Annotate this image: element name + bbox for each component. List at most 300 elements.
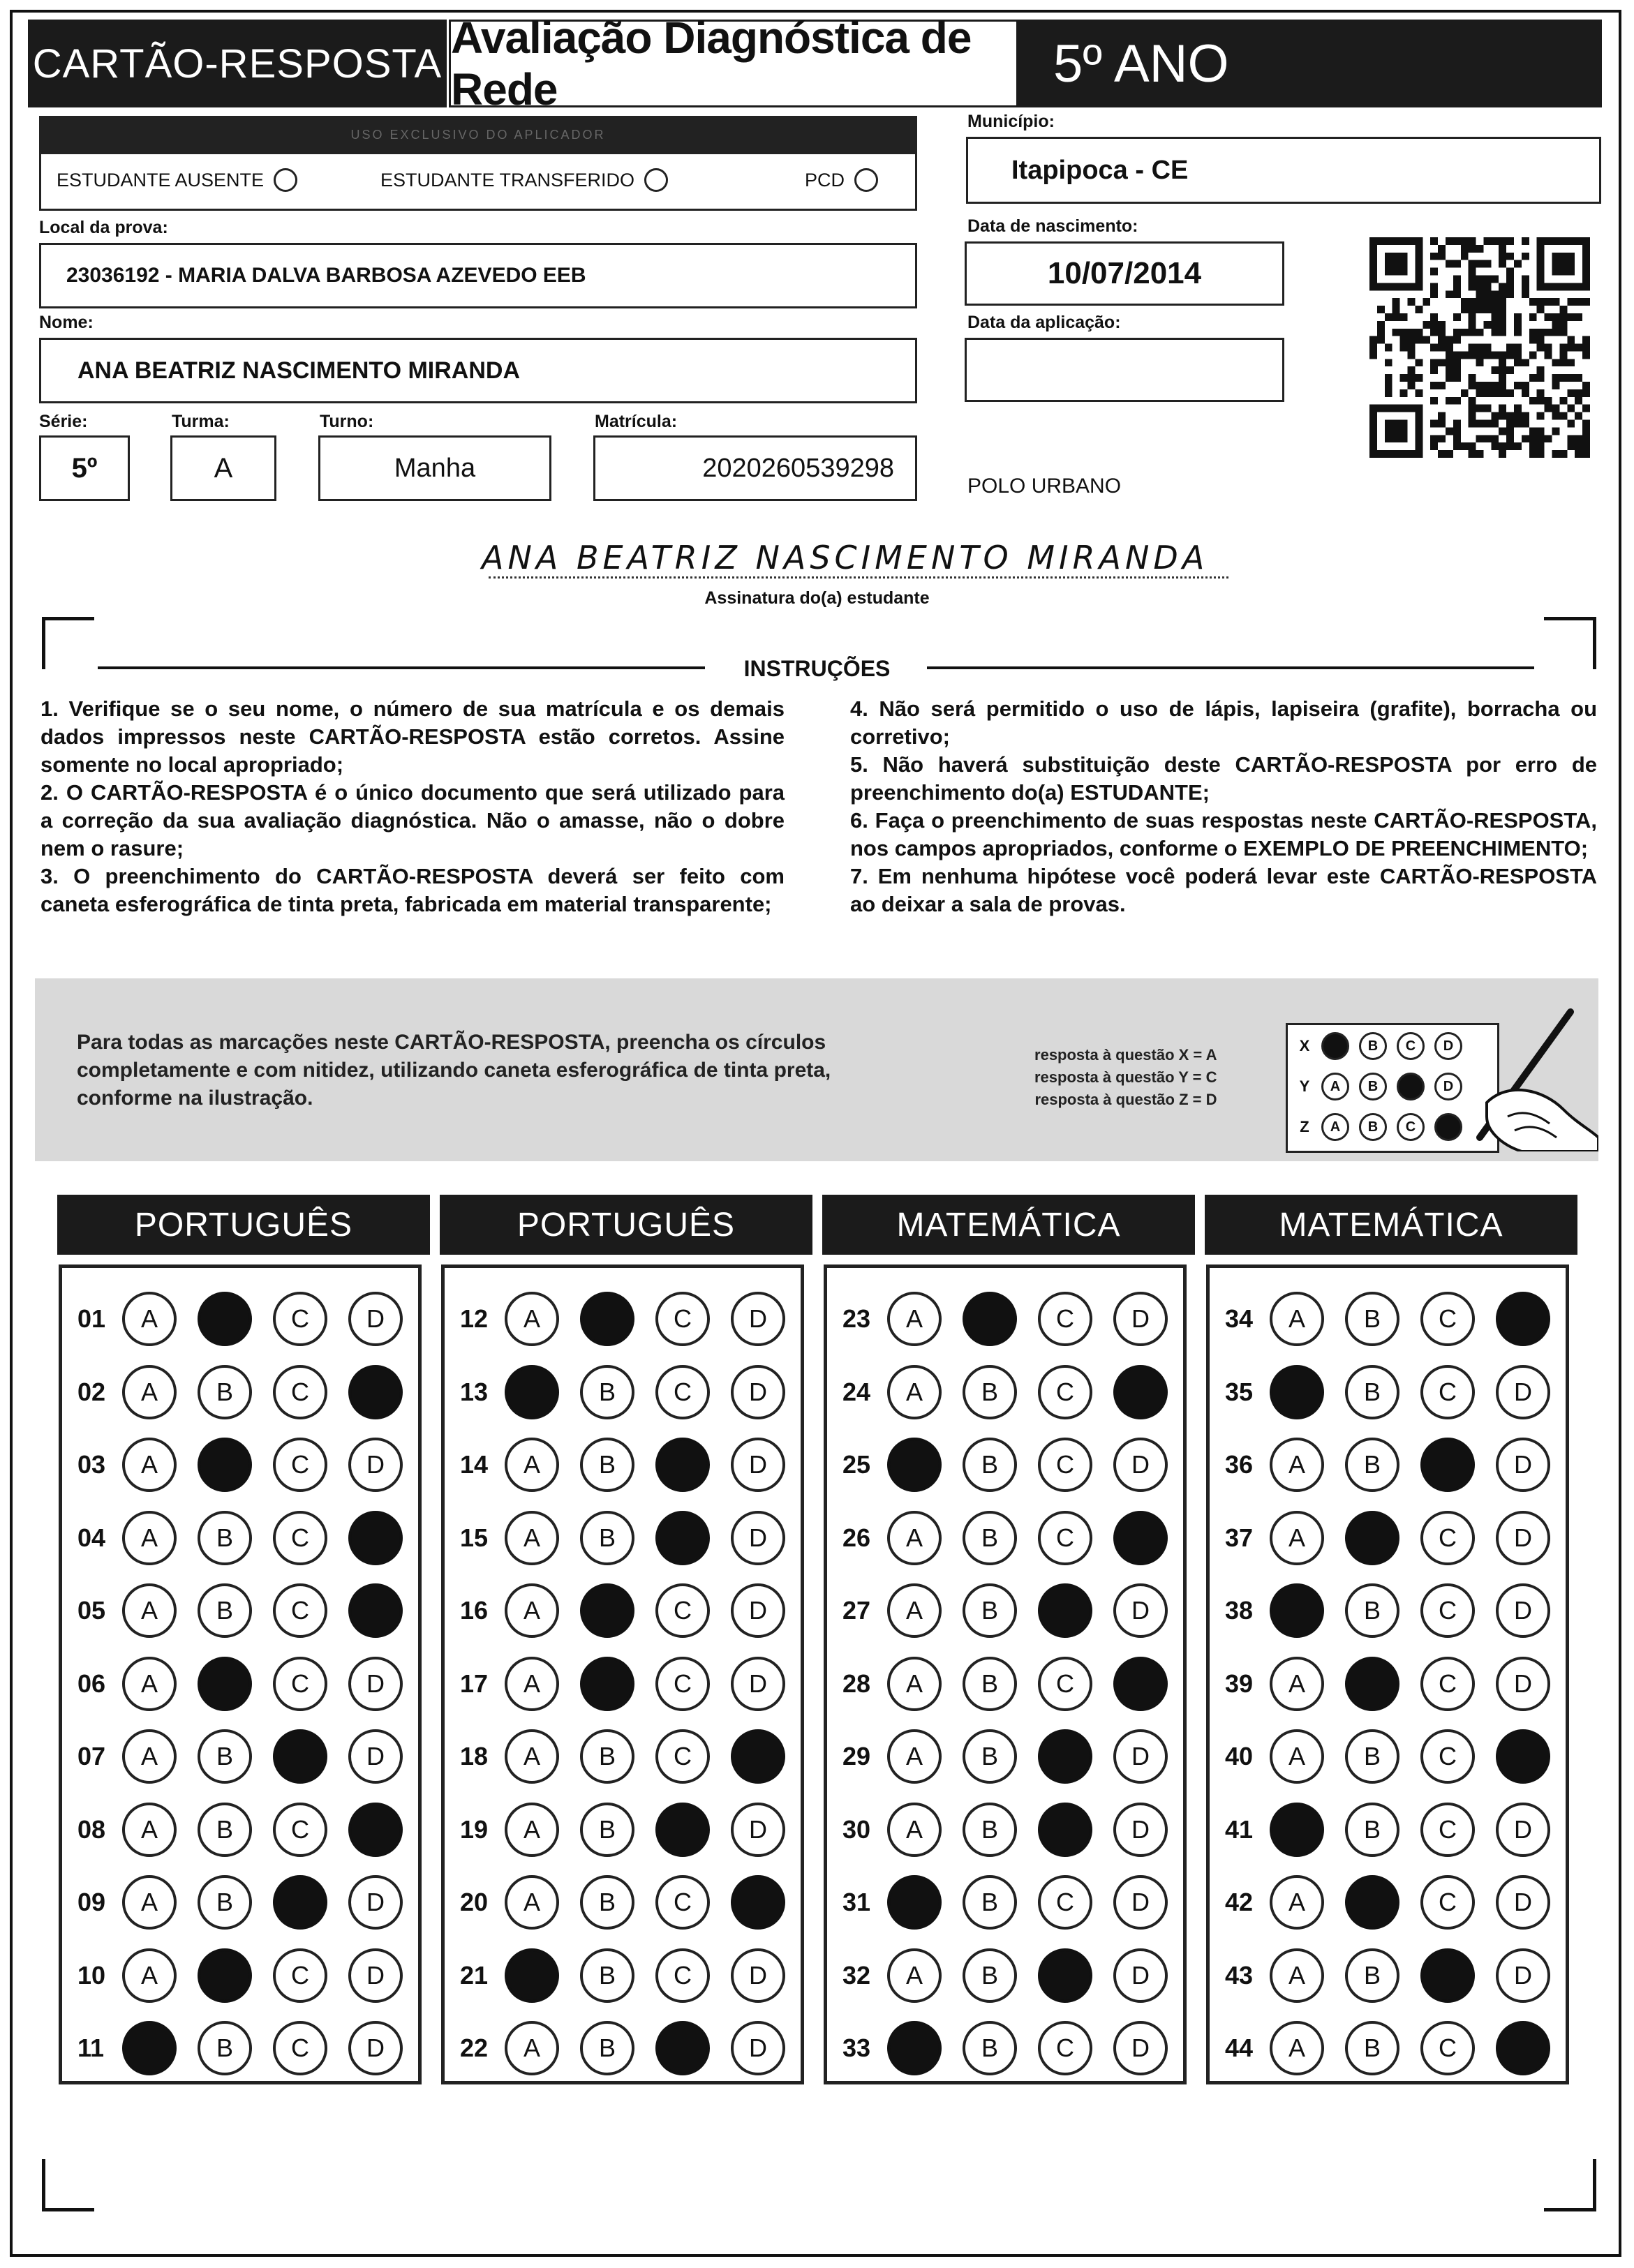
question-number: 12 xyxy=(460,1304,489,1333)
answer-bubble-c[interactable]: C xyxy=(1420,1511,1475,1565)
answer-bubble-d[interactable]: D xyxy=(1496,1948,1550,2003)
answer-bubble-b[interactable]: B xyxy=(1345,1292,1399,1346)
answer-bubble-d[interactable] xyxy=(348,1583,403,1638)
question-row xyxy=(77,1579,424,1642)
answer-bubble-a[interactable] xyxy=(1270,1583,1324,1638)
answer-bubble-d[interactable] xyxy=(1113,1365,1168,1419)
question-number: 27 xyxy=(842,1596,871,1625)
transferred-label: ESTUDANTE TRANSFERIDO xyxy=(380,169,635,191)
question-row xyxy=(460,1944,806,2007)
question-row xyxy=(1225,1652,1571,1715)
answer-bubble-a[interactable]: A xyxy=(887,1803,942,1857)
question-number: 26 xyxy=(842,1523,871,1552)
answer-bubble-b[interactable]: B xyxy=(580,1803,634,1857)
answer-bubble-d[interactable]: D xyxy=(1496,1365,1550,1419)
answer-bubble-a[interactable]: A xyxy=(887,1511,942,1565)
question-number: 42 xyxy=(1225,1888,1254,1916)
corner-mark-bottom-left xyxy=(42,2159,94,2211)
question-number: 24 xyxy=(842,1377,871,1406)
answer-bubble-a[interactable]: A xyxy=(505,1292,559,1346)
instruction-3: 3. O preenchimento do CARTÃO-RESPOSTA deverá ser feito com caneta esferográfica de tinta preta, fabricada em material transparente; xyxy=(40,864,785,916)
answer-bubble-c[interactable] xyxy=(655,1803,710,1857)
answer-bubble-c[interactable]: C xyxy=(655,1729,710,1784)
answer-bubble-d[interactable]: D xyxy=(1496,1803,1550,1857)
answer-bubble-a[interactable]: A xyxy=(122,1365,177,1419)
instruction-5: 5. Não haverá substituição deste CARTÃO-RESPOSTA por erro de preenchimento do(a) ESTUDANTE; xyxy=(850,752,1597,805)
answer-bubble-b[interactable] xyxy=(580,1657,634,1711)
question-row xyxy=(842,1361,1189,1424)
aplicacao-field[interactable] xyxy=(965,338,1284,402)
aplicacao-label: Data da aplicação: xyxy=(967,313,1121,332)
answer-bubble-c[interactable]: C xyxy=(273,1511,327,1565)
question-row xyxy=(77,1507,424,1569)
question-number: 16 xyxy=(460,1596,489,1625)
question-row xyxy=(77,1944,424,2007)
answer-bubble-b[interactable]: B xyxy=(580,1729,634,1784)
answer-bubble-d[interactable]: D xyxy=(731,1803,785,1857)
legend-z: resposta à questão Z = D xyxy=(1034,1091,1217,1108)
answer-bubble-a[interactable] xyxy=(505,1948,559,2003)
answer-bubble-a[interactable] xyxy=(887,1875,942,1930)
answer-bubble-c[interactable] xyxy=(655,1438,710,1492)
answer-bubble-b[interactable]: B xyxy=(1345,1438,1399,1492)
answer-bubble-a[interactable]: A xyxy=(1270,1511,1324,1565)
answer-bubble-c[interactable]: C xyxy=(1420,2021,1475,2075)
answer-bubble-d[interactable]: D xyxy=(731,1365,785,1419)
question-row xyxy=(460,1798,806,1861)
answer-bubble-b[interactable]: B xyxy=(963,1875,1017,1930)
answer-bubble-c[interactable]: C xyxy=(1038,1875,1092,1930)
answer-bubble-a[interactable]: A xyxy=(1270,1438,1324,1492)
applicator-status-box xyxy=(39,152,917,211)
transferred-radio[interactable] xyxy=(644,168,668,192)
answer-bubble-b[interactable] xyxy=(1345,1511,1399,1565)
answer-bubble-d[interactable]: D xyxy=(348,1948,403,2003)
legend-y: resposta à questão Y = C xyxy=(1034,1068,1217,1086)
answer-bubble-b[interactable] xyxy=(580,1583,634,1638)
answer-bubble-a[interactable] xyxy=(122,2021,177,2075)
answer-bubble-a[interactable]: A xyxy=(122,1803,177,1857)
answer-bubble-d[interactable]: D xyxy=(348,1875,403,1930)
answer-bubble-d[interactable] xyxy=(1113,1511,1168,1565)
turno-field xyxy=(318,435,551,501)
example-bubble-b: B xyxy=(1359,1073,1387,1101)
example-bubble-a: A xyxy=(1321,1113,1349,1141)
answer-bubble-a[interactable]: A xyxy=(1270,1948,1324,2003)
question-row xyxy=(1225,1871,1571,1934)
instruction-7: 7. Em nenhuma hipótese você poderá levar este CARTÃO-RESPOSTA ao deixar a sala de provas. xyxy=(850,864,1597,916)
serie-field xyxy=(39,435,130,501)
question-row xyxy=(77,1361,424,1424)
section-header-1: PORTUGUÊS xyxy=(57,1195,430,1255)
answer-bubble-c[interactable] xyxy=(1038,1583,1092,1638)
answer-bubble-c[interactable] xyxy=(1038,1948,1092,2003)
answer-bubble-c[interactable] xyxy=(1420,1948,1475,2003)
answer-bubble-b[interactable] xyxy=(1345,1875,1399,1930)
local-field xyxy=(39,243,917,308)
answer-bubble-d[interactable]: D xyxy=(1496,1657,1550,1711)
answer-bubble-b[interactable]: B xyxy=(963,1948,1017,2003)
signature-label: Assinatura do(a) estudante xyxy=(704,588,930,608)
example-bubble-a xyxy=(1321,1032,1349,1060)
answer-bubble-d[interactable]: D xyxy=(348,2021,403,2075)
answer-bubble-a[interactable]: A xyxy=(887,1657,942,1711)
answer-bubble-d[interactable]: D xyxy=(1113,1729,1168,1784)
answer-bubble-b[interactable] xyxy=(198,1292,252,1346)
answer-bubble-a[interactable]: A xyxy=(505,1729,559,1784)
answer-bubble-d[interactable]: D xyxy=(1496,1438,1550,1492)
answer-bubble-c[interactable]: C xyxy=(1038,1438,1092,1492)
answer-bubble-c[interactable]: C xyxy=(273,1803,327,1857)
answer-bubble-d[interactable]: D xyxy=(731,1583,785,1638)
applicator-bar: USO EXCLUSIVO DO APLICADOR xyxy=(39,116,917,154)
pcd-label: PCD xyxy=(805,169,845,191)
answer-bubble-d[interactable]: D xyxy=(731,1948,785,2003)
question-number: 25 xyxy=(842,1450,871,1479)
answer-bubble-a[interactable] xyxy=(1270,1365,1324,1419)
nome-label: Nome: xyxy=(39,313,94,332)
question-row xyxy=(1225,1361,1571,1424)
answer-bubble-d[interactable]: D xyxy=(348,1292,403,1346)
answer-bubble-c[interactable]: C xyxy=(655,1583,710,1638)
question-number: 09 xyxy=(77,1888,106,1916)
answer-bubble-a[interactable]: A xyxy=(122,1657,177,1711)
question-number: 08 xyxy=(77,1814,106,1844)
answer-bubble-b[interactable] xyxy=(963,1292,1017,1346)
transferred-option[interactable] xyxy=(380,168,668,192)
question-number: 40 xyxy=(1225,1742,1254,1770)
answer-bubble-b[interactable]: B xyxy=(963,1583,1017,1638)
answer-bubble-b[interactable]: B xyxy=(580,1875,634,1930)
answer-bubble-b[interactable]: B xyxy=(198,1729,252,1784)
question-row xyxy=(842,1507,1189,1569)
answer-bubble-a[interactable]: A xyxy=(887,1948,942,2003)
answer-bubble-b[interactable]: B xyxy=(580,1365,634,1419)
answer-bubble-c[interactable]: C xyxy=(655,1365,710,1419)
question-row xyxy=(460,1288,806,1350)
student-signature: ANA BEATRIZ NASCIMENTO MIRANDA xyxy=(482,539,1209,576)
answer-bubble-b[interactable]: B xyxy=(963,1803,1017,1857)
answer-bubble-a[interactable]: A xyxy=(887,1365,942,1419)
answer-bubble-d[interactable] xyxy=(348,1803,403,1857)
answer-section-2 xyxy=(441,1264,804,2084)
municipio-field xyxy=(966,137,1601,204)
question-number: 31 xyxy=(842,1888,871,1916)
answer-bubble-c[interactable]: C xyxy=(1420,1365,1475,1419)
example-bubble-c: C xyxy=(1397,1113,1425,1141)
hand-with-pen-icon xyxy=(1466,998,1598,1151)
answer-bubble-b[interactable]: B xyxy=(963,1729,1017,1784)
answer-bubble-d[interactable]: D xyxy=(731,1438,785,1492)
answer-bubble-d[interactable] xyxy=(348,1365,403,1419)
question-row xyxy=(77,1433,424,1496)
matricula-value: 2020260539298 xyxy=(702,453,894,483)
answer-bubble-b[interactable]: B xyxy=(963,1511,1017,1565)
answer-bubble-c[interactable]: C xyxy=(273,1292,327,1346)
question-number: 43 xyxy=(1225,1960,1254,1990)
question-number: 21 xyxy=(460,1960,489,1990)
answer-bubble-b[interactable]: B xyxy=(580,1438,634,1492)
question-row xyxy=(842,2017,1189,2080)
question-row xyxy=(77,2017,424,2080)
answer-bubble-b[interactable]: B xyxy=(1345,1948,1399,2003)
answer-bubble-b[interactable]: B xyxy=(963,2021,1017,2075)
answer-bubble-c[interactable]: C xyxy=(273,1948,327,2003)
answer-bubble-d[interactable]: D xyxy=(731,2021,785,2075)
nascimento-value: 10/07/2014 xyxy=(1047,256,1202,290)
question-number: 10 xyxy=(77,1960,106,1990)
question-number: 44 xyxy=(1225,2034,1254,2062)
answer-bubble-c[interactable] xyxy=(273,1875,327,1930)
section-header-4: MATEMÁTICA xyxy=(1205,1195,1577,1255)
answer-bubble-c[interactable]: C xyxy=(1420,1875,1475,1930)
answer-bubble-c[interactable]: C xyxy=(1420,1583,1475,1638)
answer-bubble-c[interactable] xyxy=(1038,1729,1092,1784)
answer-bubble-c[interactable] xyxy=(1038,1803,1092,1857)
answer-bubble-c[interactable]: C xyxy=(1038,1292,1092,1346)
answer-bubble-b[interactable]: B xyxy=(1345,1729,1399,1784)
absent-radio[interactable] xyxy=(274,168,297,192)
answer-bubble-d[interactable] xyxy=(1496,1729,1550,1784)
question-number: 18 xyxy=(460,1742,489,1770)
answer-bubble-d[interactable]: D xyxy=(1113,1803,1168,1857)
answer-bubble-a[interactable]: A xyxy=(122,1438,177,1492)
question-number: 15 xyxy=(460,1523,489,1552)
answer-bubble-d[interactable] xyxy=(1496,1292,1550,1346)
answer-bubble-a[interactable]: A xyxy=(1270,2021,1324,2075)
question-row xyxy=(842,1288,1189,1350)
answer-bubble-c[interactable]: C xyxy=(1038,1511,1092,1565)
answer-bubble-a[interactable]: A xyxy=(505,1875,559,1930)
answer-bubble-d[interactable]: D xyxy=(348,1438,403,1492)
answer-bubble-b[interactable]: B xyxy=(1345,1365,1399,1419)
answer-bubble-b[interactable] xyxy=(198,1948,252,2003)
answer-bubble-a[interactable]: A xyxy=(505,2021,559,2075)
answer-bubble-b[interactable] xyxy=(198,1657,252,1711)
answer-bubble-d[interactable] xyxy=(348,1511,403,1565)
example-bubble-d: D xyxy=(1434,1073,1462,1101)
answer-bubble-d[interactable]: D xyxy=(731,1657,785,1711)
question-number: 41 xyxy=(1225,1814,1254,1844)
question-row xyxy=(460,1361,806,1424)
answer-bubble-c[interactable]: C xyxy=(655,1292,710,1346)
turma-label: Turma: xyxy=(172,412,230,431)
answer-bubble-b[interactable]: B xyxy=(580,1948,634,2003)
legend-x: resposta à questão X = A xyxy=(1034,1046,1217,1064)
answer-bubble-d[interactable]: D xyxy=(731,1511,785,1565)
question-number: 11 xyxy=(77,2034,105,2062)
local-value: 23036192 - MARIA DALVA BARBOSA AZEVEDO EEB xyxy=(66,264,586,287)
answer-bubble-b[interactable]: B xyxy=(1345,1803,1399,1857)
question-number: 14 xyxy=(460,1450,489,1479)
answer-bubble-a[interactable]: A xyxy=(122,1583,177,1638)
answer-bubble-d[interactable]: D xyxy=(1113,1948,1168,2003)
municipio-label: Município: xyxy=(967,112,1055,131)
answer-section-1 xyxy=(59,1264,422,2084)
answer-bubble-d[interactable]: D xyxy=(1496,1875,1550,1930)
question-row xyxy=(1225,2017,1571,2080)
answer-bubble-c[interactable] xyxy=(655,1511,710,1565)
local-label: Local da prova: xyxy=(39,218,168,237)
answer-bubble-b[interactable]: B xyxy=(198,2021,252,2075)
question-number: 13 xyxy=(460,1377,489,1406)
answer-bubble-b[interactable]: B xyxy=(580,2021,634,2075)
turma-field xyxy=(170,435,276,501)
question-number: 02 xyxy=(77,1377,106,1406)
pcd-radio[interactable] xyxy=(854,168,878,192)
answer-bubble-c[interactable]: C xyxy=(1420,1803,1475,1857)
answer-bubble-d[interactable] xyxy=(731,1729,785,1784)
answer-bubble-a[interactable]: A xyxy=(1270,1729,1324,1784)
answer-bubble-c[interactable]: C xyxy=(1038,1365,1092,1419)
answer-bubble-a[interactable]: A xyxy=(887,1292,942,1346)
answer-bubble-c[interactable]: C xyxy=(1420,1657,1475,1711)
question-row xyxy=(460,2017,806,2080)
answer-bubble-b[interactable]: B xyxy=(198,1803,252,1857)
section-header-3: MATEMÁTICA xyxy=(822,1195,1195,1255)
answer-bubble-d[interactable]: D xyxy=(1113,1875,1168,1930)
answer-bubble-a[interactable]: A xyxy=(887,1729,942,1784)
answer-bubble-c[interactable]: C xyxy=(273,1583,327,1638)
example-row-label: Y xyxy=(1299,1077,1310,1095)
example-bubble-c: C xyxy=(1397,1032,1425,1060)
question-number: 07 xyxy=(77,1742,106,1770)
answer-bubble-b[interactable]: B xyxy=(198,1583,252,1638)
answer-bubble-c[interactable]: C xyxy=(655,1875,710,1930)
example-bubble-a: A xyxy=(1321,1073,1349,1101)
answer-bubble-d[interactable]: D xyxy=(1113,2021,1168,2075)
answer-bubble-c[interactable]: C xyxy=(1038,1657,1092,1711)
nascimento-label: Data de nascimento: xyxy=(967,216,1138,236)
question-row xyxy=(842,1944,1189,2007)
question-number: 33 xyxy=(842,2034,871,2062)
answer-bubble-b[interactable]: B xyxy=(963,1657,1017,1711)
answer-bubble-c[interactable]: C xyxy=(273,2021,327,2075)
answer-bubble-c[interactable] xyxy=(1420,1438,1475,1492)
example-legend xyxy=(1034,1044,1217,1111)
answer-bubble-b[interactable]: B xyxy=(198,1365,252,1419)
answer-bubble-a[interactable]: A xyxy=(505,1657,559,1711)
answer-bubble-b[interactable] xyxy=(1345,1657,1399,1711)
answer-bubble-a[interactable]: A xyxy=(122,1511,177,1565)
answer-bubble-a[interactable] xyxy=(887,2021,942,2075)
turno-label: Turno: xyxy=(320,412,374,431)
example-bubble-b: B xyxy=(1359,1113,1387,1141)
question-row xyxy=(1225,1433,1571,1496)
answer-bubble-b[interactable] xyxy=(198,1438,252,1492)
polo-text: POLO URBANO xyxy=(967,475,1122,498)
answer-bubble-b[interactable]: B xyxy=(1345,1583,1399,1638)
answer-bubble-a[interactable] xyxy=(1270,1803,1324,1857)
answer-bubble-d[interactable]: D xyxy=(731,1292,785,1346)
answer-bubble-c[interactable]: C xyxy=(273,1365,327,1419)
question-row xyxy=(1225,1507,1571,1569)
answer-bubble-c[interactable]: C xyxy=(1420,1292,1475,1346)
answer-bubble-a[interactable] xyxy=(505,1365,559,1419)
answer-bubble-a[interactable]: A xyxy=(122,1292,177,1346)
answer-bubble-a[interactable]: A xyxy=(505,1803,559,1857)
question-number: 34 xyxy=(1225,1304,1254,1333)
nascimento-field xyxy=(965,241,1284,306)
answer-bubble-d[interactable] xyxy=(731,1875,785,1930)
answer-bubble-b[interactable]: B xyxy=(198,1511,252,1565)
question-number: 23 xyxy=(842,1304,871,1333)
answer-bubble-b[interactable]: B xyxy=(1345,2021,1399,2075)
answer-bubble-d[interactable] xyxy=(1113,1657,1168,1711)
answer-bubble-d[interactable]: D xyxy=(1496,1583,1550,1638)
example-row-label: X xyxy=(1299,1037,1310,1054)
answer-bubble-c[interactable]: C xyxy=(1420,1729,1475,1784)
question-row xyxy=(460,1725,806,1788)
answer-bubble-b[interactable]: B xyxy=(963,1438,1017,1492)
question-row xyxy=(842,1579,1189,1642)
answer-bubble-b[interactable] xyxy=(580,1292,634,1346)
answer-bubble-a[interactable]: A xyxy=(887,1583,942,1638)
question-number: 30 xyxy=(842,1814,871,1844)
question-number: 22 xyxy=(460,2034,489,2062)
example-bubble-d xyxy=(1434,1113,1462,1141)
answer-bubble-b[interactable]: B xyxy=(198,1875,252,1930)
pcd-option[interactable] xyxy=(805,168,878,192)
absent-label: ESTUDANTE AUSENTE xyxy=(57,169,265,191)
example-bubble-d: D xyxy=(1434,1032,1462,1060)
answer-bubble-c[interactable]: C xyxy=(273,1438,327,1492)
card-title: CARTÃO-RESPOSTA xyxy=(28,20,447,107)
answer-bubble-c[interactable] xyxy=(655,2021,710,2075)
answer-bubble-c[interactable]: C xyxy=(655,1657,710,1711)
question-row xyxy=(842,1652,1189,1715)
answer-bubble-d[interactable]: D xyxy=(1113,1583,1168,1638)
question-row xyxy=(1225,1944,1571,2007)
answer-bubble-c[interactable]: C xyxy=(655,1948,710,2003)
answer-bubble-a[interactable]: A xyxy=(505,1583,559,1638)
instruction-2: 2. O CARTÃO-RESPOSTA é o único documento que será utilizado para a correção da sua avaliação diagnóstica. Não o amasse, não o dobre nem o rasure; xyxy=(40,780,785,860)
example-bubble-c xyxy=(1397,1073,1425,1101)
answer-bubble-d[interactable]: D xyxy=(1496,1511,1550,1565)
instruction-1: 1. Verifique se o seu nome, o número de sua matrícula e os demais dados impressos neste CARTÃO-RESPOSTA estão corretos. Assine somente no local apropriado; xyxy=(40,696,785,777)
serie-label: Série: xyxy=(39,412,88,431)
answer-bubble-a[interactable]: A xyxy=(505,1511,559,1565)
answer-bubble-b[interactable]: B xyxy=(580,1511,634,1565)
answer-bubble-a[interactable] xyxy=(887,1438,942,1492)
absent-option[interactable] xyxy=(57,168,297,192)
answer-bubble-a[interactable]: A xyxy=(122,1729,177,1784)
answer-bubble-a[interactable]: A xyxy=(122,1948,177,2003)
question-row xyxy=(1225,1288,1571,1350)
qr-code-icon xyxy=(1369,237,1590,458)
question-row xyxy=(460,1652,806,1715)
answer-bubble-c[interactable] xyxy=(273,1729,327,1784)
answer-bubble-b[interactable]: B xyxy=(963,1365,1017,1419)
answer-bubble-a[interactable]: A xyxy=(1270,1657,1324,1711)
question-number: 19 xyxy=(460,1814,489,1844)
example-bubble-b: B xyxy=(1359,1032,1387,1060)
answer-bubble-c[interactable]: C xyxy=(273,1657,327,1711)
answer-bubble-d[interactable]: D xyxy=(348,1729,403,1784)
answer-bubble-a[interactable]: A xyxy=(1270,1292,1324,1346)
matricula-field xyxy=(593,435,917,501)
answer-bubble-d[interactable]: D xyxy=(1113,1292,1168,1346)
answer-bubble-a[interactable]: A xyxy=(122,1875,177,1930)
question-row xyxy=(1225,1725,1571,1788)
answer-bubble-c[interactable]: C xyxy=(1038,2021,1092,2075)
answer-bubble-d[interactable]: D xyxy=(348,1657,403,1711)
answer-bubble-a[interactable]: A xyxy=(1270,1875,1324,1930)
answer-bubble-d[interactable]: D xyxy=(1113,1438,1168,1492)
answer-bubble-a[interactable]: A xyxy=(505,1438,559,1492)
question-number: 17 xyxy=(460,1669,489,1698)
answer-bubble-d[interactable] xyxy=(1496,2021,1550,2075)
